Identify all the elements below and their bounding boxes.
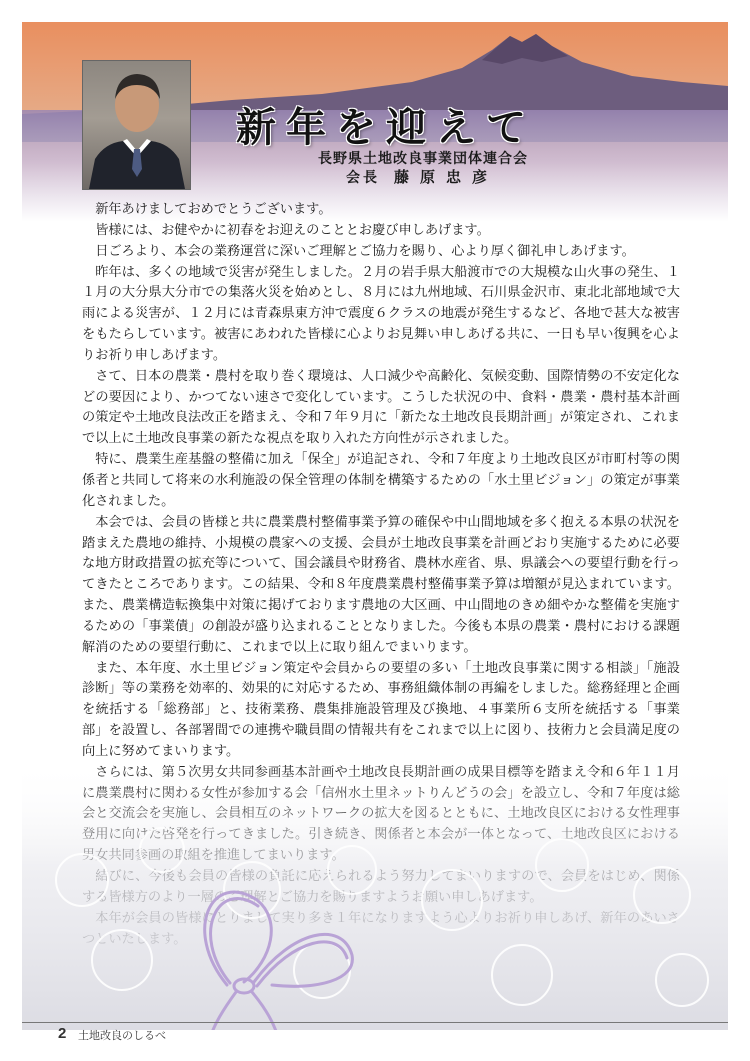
author-role: 会長 — [346, 170, 380, 186]
person-icon — [83, 61, 190, 189]
paragraph: さて、日本の農業・農村を取り巻く環境は、人口減少や高齢化、気候変動、国際情勢の不安定化などの要因により、かつてない速さで変化しています。こうした状況の中、食料・農業・農村基本計画の策定や土地改良法改正を踏まえ、令和７年９月に「新たな土地改良長期計画」が策定され、これまで以上に土地改良事業の新たな視点を取り入れた方向性が示されました。 — [82, 368, 680, 447]
author-name: 藤原忠彦 — [394, 168, 499, 186]
page-number: 2 — [58, 1025, 67, 1042]
organization-name: 長野県土地改良事業団体連合会 — [318, 151, 528, 167]
mizuhiki-knot-icon — [22, 760, 728, 1030]
lace-background — [22, 760, 728, 1030]
paragraph: 新年あけましておめでとうございます。 — [95, 202, 332, 217]
publication-name: 土地改良のしるべ — [78, 1029, 166, 1042]
paragraph: 日ごろより、本会の業務運営に深いご理解とご協力を賜り、心より厚く御礼申しあげます。 — [95, 243, 635, 259]
page-footer — [22, 1022, 728, 1043]
paragraph: 皆様には、お健やかに初春をお迎えのこととお慶び申しあげます。 — [95, 222, 490, 238]
paragraph: 特に、農業生産基盤の整備に加え「保全」が追記され、令和７年度より土地改良区が市町村等の関係者と共同して将来の水利施設の保全管理の体制を構築するための「水土里ビジョン」の策定が事業化されました。 — [82, 452, 680, 509]
paragraph: また、本年度、水土里ビジョン策定や会員からの要望の多い「土地改良事業に関する相談」「施設診断」等の業務を効率的、効果的に対応するため、事務組織体制の再編をしました。総務経理と企画を統括する「総務部」と、技術業務、農集排施設管理及び換地、４事業所６支所を統括する「事業部」を設置し、各部署間での連携や職員間の情報共有をこれまで以上に図り、技術力と会員満足度の向上に努めてまいります。 — [82, 660, 680, 759]
paragraph: 本会では、会員の皆様と共に農業農村整備事業予算の確保や中山間地域を多く抱える本県の状況を踏まえた農地の維持、小規模の農家への支援、会員が土地改良事業を計画どおり実施するために必要な地方財政措置の拡充等について、国会議員や財務省、農林水産省、県、県議会への要望行動を行ってきたところであります。この結果、令和８年度農業農村整備事業予算は増額が見込まれています。また、農業構造転換集中対策に掲げております農地の大区画、中山間地のきめ細やかな整備を実施するための「事業債」の創設が盛り込まれることとなりました。今後も本県の農業・農村における課題解消のための要望行動に、これまで以上に取り組んでまいります。 — [82, 514, 680, 655]
portrait-photo — [82, 60, 191, 190]
paragraph: 昨年は、多くの地域で災害が発生しました。２月の岩手県大船渡市での大規模な山火事の発生、１１月の大分県大分市での集落火災を始めとし、８月には九州地域、石川県金沢市、東北北部地域で大雨による災害が、１２月には青森県東方沖で震度６クラスの地震が発生するなど、各地で甚大な被害をもたらしています。被害にあわれた皆様に心よりお見舞い申しあげる共に、一日も早い復興を心よりお祈り申しあげます。 — [82, 264, 680, 363]
page-title: 新年を迎えて — [236, 104, 536, 151]
author-line — [346, 166, 498, 187]
